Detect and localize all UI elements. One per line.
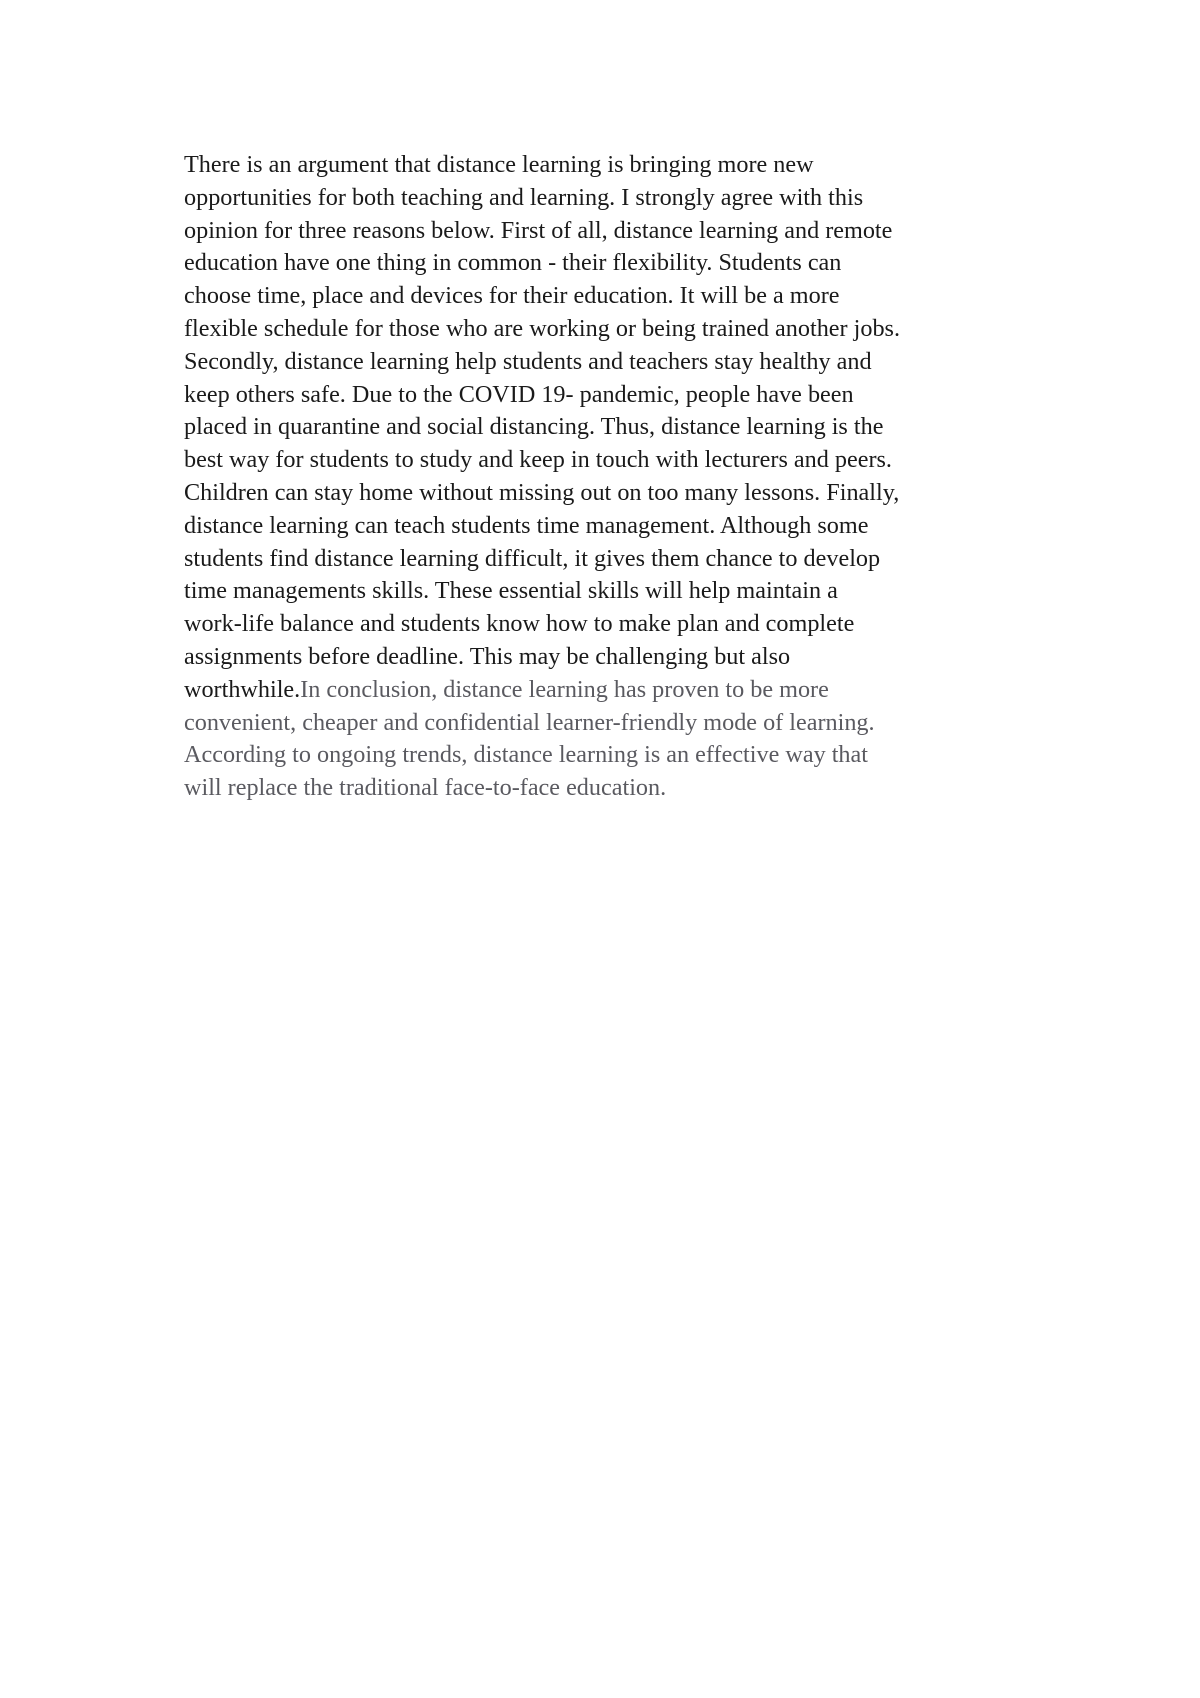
conclusion-text-segment: In conclusion, distance learning has proven to be more [300, 675, 829, 703]
text-line [184, 149, 1064, 182]
text-line [184, 608, 1064, 641]
body-text-segment: students find distance learning difficult, it gives them chance to develop [184, 544, 881, 572]
text-line [184, 707, 1064, 740]
text-line [184, 247, 1064, 280]
text-line [184, 739, 1064, 772]
text-line [184, 411, 1064, 444]
essay-paragraph [184, 149, 1064, 805]
conclusion-text-segment: convenient, cheaper and confidential learner-friendly mode of learning. [184, 708, 875, 736]
body-text-segment: flexible schedule for those who are working or being trained another jobs. [184, 314, 900, 342]
body-text-segment: assignments before deadline. This may be challenging but also [184, 642, 791, 670]
body-text-segment: keep others safe. Due to the COVID 19- pandemic, people have been [184, 380, 854, 408]
body-text-segment: best way for students to study and keep in touch with lecturers and peers. [184, 446, 892, 474]
text-line [184, 641, 1064, 674]
body-text-segment: distance learning can teach students time management. Although some [184, 511, 869, 539]
text-line [184, 182, 1064, 215]
body-text-segment: There is an argument that distance learning is bringing more new [184, 151, 814, 178]
text-line [184, 477, 1064, 510]
body-text-segment: work-life balance and students know how to make plan and complete [184, 610, 855, 638]
text-line [184, 346, 1064, 379]
text-line [184, 543, 1064, 576]
text-line [184, 379, 1064, 412]
text-line [184, 674, 1064, 707]
conclusion-text-segment: According to ongoing trends, distance learning is an effective way that [184, 741, 868, 769]
body-text-segment: Secondly, distance learning help students and teachers stay healthy and [184, 347, 872, 375]
body-text-segment: choose time, place and devices for their education. It will be a more [184, 282, 840, 310]
text-line [184, 510, 1064, 543]
body-text-segment: placed in quarantine and social distancing. Thus, distance learning is the [184, 413, 884, 441]
text-line [184, 575, 1064, 608]
text-line [184, 444, 1064, 477]
body-text-segment: time managements skills. These essential skills will help maintain a [184, 577, 838, 605]
body-text-segment: education have one thing in common - their flexibility. Students can [184, 249, 842, 277]
text-line [184, 215, 1064, 248]
text-line [184, 772, 1064, 805]
body-text-segment: opportunities for both teaching and learning. I strongly agree with this [184, 183, 864, 211]
body-text-segment: opinion for three reasons below. First of all, distance learning and remote [184, 216, 893, 244]
body-text-segment: Children can stay home without missing out on too many lessons. Finally, [184, 478, 900, 506]
text-line [184, 280, 1064, 313]
conclusion-text-segment: will replace the traditional face-to-face education. [184, 774, 667, 802]
text-line [184, 313, 1064, 346]
body-text-segment: worthwhile. [184, 675, 301, 703]
